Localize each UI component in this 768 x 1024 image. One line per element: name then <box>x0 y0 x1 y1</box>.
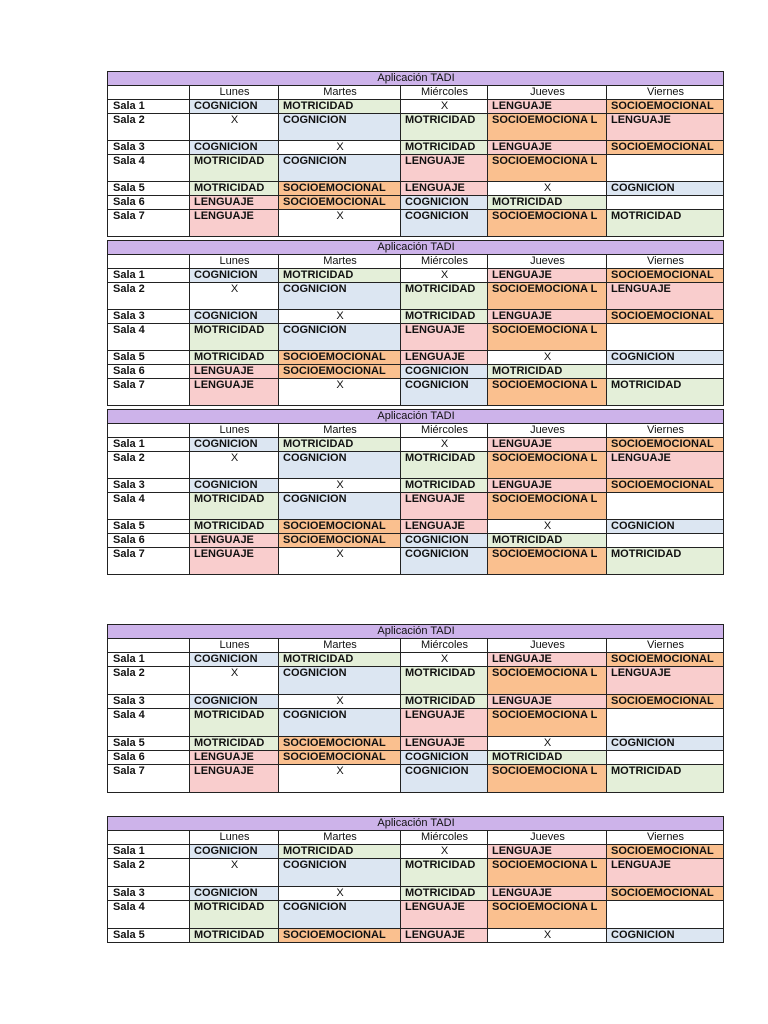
schedule-cell: MOTRICIDAD <box>190 901 279 929</box>
schedule-cell: COGNICION <box>401 210 488 237</box>
schedule-cell: MOTRICIDAD <box>401 452 488 479</box>
day-header: Miércoles <box>401 424 488 438</box>
schedule-cell: COGNICION <box>607 182 724 196</box>
schedule-cell: COGNICION <box>190 438 279 452</box>
schedule-cell: SOCIOEMOCIONAL <box>607 269 724 283</box>
schedule-cell: X <box>190 452 279 479</box>
schedule-cell <box>607 901 724 929</box>
table-row <box>108 182 724 196</box>
schedule-cell: SOCIOEMOCIONAL <box>279 751 401 765</box>
schedule-cell: MOTRICIDAD <box>190 520 279 534</box>
schedule-cell: COGNICION <box>607 737 724 751</box>
table-title: Aplicación TADI <box>108 241 724 255</box>
schedule-cell: LENGUAJE <box>401 351 488 365</box>
schedule-cell: SOCIOEMOCIONA L <box>488 155 607 182</box>
schedule-cell: SOCIOEMOCIONAL <box>607 310 724 324</box>
sala-label: Sala 6 <box>108 534 190 548</box>
schedule-cell: COGNICION <box>607 520 724 534</box>
table-title: Aplicación TADI <box>108 817 724 831</box>
schedule-cell: SOCIOEMOCIONA L <box>488 709 607 737</box>
schedule-table <box>107 240 724 406</box>
schedule-cell: LENGUAJE <box>488 438 607 452</box>
day-header: Martes <box>279 424 401 438</box>
schedule-cell: SOCIOEMOCIONAL <box>279 737 401 751</box>
sala-label: Sala 3 <box>108 887 190 901</box>
schedule-cell: SOCIOEMOCIONA L <box>488 283 607 310</box>
schedule-cell: SOCIOEMOCIONAL <box>279 534 401 548</box>
sala-label: Sala 3 <box>108 695 190 709</box>
table-row <box>108 196 724 210</box>
table-row <box>108 114 724 141</box>
schedule-cell: LENGUAJE <box>190 765 279 793</box>
schedule-cell: MOTRICIDAD <box>607 379 724 406</box>
schedule-cell: MOTRICIDAD <box>401 283 488 310</box>
schedule-cell: SOCIOEMOCIONAL <box>279 196 401 210</box>
day-header: Viernes <box>607 424 724 438</box>
schedule-cell: X <box>190 283 279 310</box>
schedule-cell: MOTRICIDAD <box>279 438 401 452</box>
schedule-cell: LENGUAJE <box>488 269 607 283</box>
schedule-cell: MOTRICIDAD <box>190 155 279 182</box>
corner-cell <box>108 86 190 100</box>
schedule-cell: X <box>488 520 607 534</box>
schedule-table <box>107 624 724 793</box>
corner-cell <box>108 831 190 845</box>
schedule-table <box>107 71 724 237</box>
schedule-cell: MOTRICIDAD <box>190 324 279 351</box>
day-header: Jueves <box>488 424 607 438</box>
schedule-cell: SOCIOEMOCIONAL <box>607 887 724 901</box>
table-row <box>108 737 724 751</box>
sala-label: Sala 6 <box>108 196 190 210</box>
schedule-cell: X <box>279 765 401 793</box>
sala-label: Sala 6 <box>108 365 190 379</box>
schedule-cell <box>607 709 724 737</box>
schedule-cell: SOCIOEMOCIONA L <box>488 667 607 695</box>
schedule-cell: LENGUAJE <box>190 210 279 237</box>
table-row <box>108 751 724 765</box>
schedule-cell: LENGUAJE <box>607 452 724 479</box>
schedule-cell <box>607 324 724 351</box>
schedule-cell: MOTRICIDAD <box>488 534 607 548</box>
schedule-cell: X <box>279 887 401 901</box>
sala-label: Sala 4 <box>108 155 190 182</box>
sala-label: Sala 2 <box>108 283 190 310</box>
sala-label: Sala 7 <box>108 210 190 237</box>
schedule-cell: X <box>401 653 488 667</box>
schedule-cell: X <box>190 859 279 887</box>
schedule-cell: COGNICION <box>607 929 724 943</box>
schedule-cell: LENGUAJE <box>190 365 279 379</box>
schedule-cell: MOTRICIDAD <box>401 310 488 324</box>
table-row <box>108 520 724 534</box>
table-row <box>108 667 724 695</box>
schedule-cell: COGNICION <box>190 695 279 709</box>
day-header: Jueves <box>488 639 607 653</box>
table-row <box>108 695 724 709</box>
schedule-cell: LENGUAJE <box>488 310 607 324</box>
schedule-cell: LENGUAJE <box>488 653 607 667</box>
schedule-cell: LENGUAJE <box>488 845 607 859</box>
schedule-cell: X <box>279 379 401 406</box>
table-row <box>108 765 724 793</box>
table-row <box>108 351 724 365</box>
day-header: Viernes <box>607 831 724 845</box>
sala-label: Sala 2 <box>108 452 190 479</box>
schedule-cell: MOTRICIDAD <box>401 859 488 887</box>
schedule-cell: SOCIOEMOCIONA L <box>488 901 607 929</box>
schedule-cell: SOCIOEMOCIONAL <box>607 438 724 452</box>
schedule-cell: X <box>488 182 607 196</box>
sala-label: Sala 5 <box>108 520 190 534</box>
day-header: Miércoles <box>401 255 488 269</box>
schedule-cell: SOCIOEMOCIONAL <box>607 695 724 709</box>
table-row <box>108 269 724 283</box>
schedule-cell: MOTRICIDAD <box>401 141 488 155</box>
sala-label: Sala 7 <box>108 548 190 575</box>
schedule-cell: SOCIOEMOCIONA L <box>488 210 607 237</box>
schedule-cell <box>607 534 724 548</box>
day-header: Jueves <box>488 831 607 845</box>
schedule-cell: COGNICION <box>279 709 401 737</box>
sala-label: Sala 3 <box>108 141 190 155</box>
schedule-cell: MOTRICIDAD <box>190 351 279 365</box>
sala-label: Sala 4 <box>108 324 190 351</box>
sala-label: Sala 7 <box>108 379 190 406</box>
schedule-cell: COGNICION <box>279 901 401 929</box>
schedule-cell: MOTRICIDAD <box>190 493 279 520</box>
schedule-cell: LENGUAJE <box>607 667 724 695</box>
table-row <box>108 653 724 667</box>
schedule-cell: LENGUAJE <box>190 751 279 765</box>
schedule-cell: COGNICION <box>279 493 401 520</box>
schedule-cell: COGNICION <box>401 751 488 765</box>
schedule-cell: SOCIOEMOCIONA L <box>488 859 607 887</box>
schedule-cell: MOTRICIDAD <box>190 929 279 943</box>
day-header: Miércoles <box>401 639 488 653</box>
day-header: Martes <box>279 831 401 845</box>
table-row <box>108 859 724 887</box>
schedule-cell: MOTRICIDAD <box>607 548 724 575</box>
schedule-cell: SOCIOEMOCIONAL <box>279 365 401 379</box>
schedule-table <box>107 816 724 943</box>
schedule-cell: LENGUAJE <box>607 859 724 887</box>
table-row <box>108 438 724 452</box>
table-row <box>108 310 724 324</box>
sala-label: Sala 1 <box>108 845 190 859</box>
schedule-cell: COGNICION <box>401 196 488 210</box>
schedule-cell: COGNICION <box>279 155 401 182</box>
sala-label: Sala 1 <box>108 653 190 667</box>
schedule-cell: COGNICION <box>401 534 488 548</box>
schedule-cell: X <box>279 141 401 155</box>
schedule-cell: MOTRICIDAD <box>401 667 488 695</box>
schedule-cell: MOTRICIDAD <box>279 100 401 114</box>
schedule-cell: SOCIOEMOCIONA L <box>488 452 607 479</box>
day-header: Jueves <box>488 255 607 269</box>
schedule-cell: X <box>488 737 607 751</box>
schedule-cell: SOCIOEMOCIONA L <box>488 379 607 406</box>
schedule-cell: X <box>279 695 401 709</box>
table-row <box>108 365 724 379</box>
schedule-cell: SOCIOEMOCIONAL <box>279 929 401 943</box>
schedule-cell: X <box>279 310 401 324</box>
schedule-cell: X <box>488 351 607 365</box>
schedule-cell: MOTRICIDAD <box>190 737 279 751</box>
schedule-cell: COGNICION <box>401 548 488 575</box>
schedule-cell: MOTRICIDAD <box>190 182 279 196</box>
schedule-cell: SOCIOEMOCIONAL <box>607 653 724 667</box>
schedule-cell: X <box>401 100 488 114</box>
schedule-cell: COGNICION <box>190 887 279 901</box>
sala-label: Sala 2 <box>108 859 190 887</box>
table-row <box>108 479 724 493</box>
day-header: Jueves <box>488 86 607 100</box>
schedule-cell: LENGUAJE <box>401 709 488 737</box>
schedule-cell: MOTRICIDAD <box>401 695 488 709</box>
schedule-cell: MOTRICIDAD <box>401 114 488 141</box>
sala-label: Sala 1 <box>108 438 190 452</box>
table-row <box>108 324 724 351</box>
day-header: Miércoles <box>401 86 488 100</box>
schedule-cell: SOCIOEMOCIONAL <box>279 182 401 196</box>
schedule-cell: X <box>190 114 279 141</box>
sala-label: Sala 2 <box>108 114 190 141</box>
schedule-cell: X <box>279 479 401 493</box>
sala-label: Sala 3 <box>108 310 190 324</box>
schedule-cell: LENGUAJE <box>190 548 279 575</box>
table-row <box>108 100 724 114</box>
table-row <box>108 929 724 943</box>
schedule-cell: SOCIOEMOCIONA L <box>488 765 607 793</box>
schedule-cell: MOTRICIDAD <box>401 479 488 493</box>
schedule-cell <box>607 365 724 379</box>
day-header: Viernes <box>607 639 724 653</box>
schedule-cell: X <box>401 269 488 283</box>
sala-label: Sala 1 <box>108 100 190 114</box>
schedule-cell: COGNICION <box>190 310 279 324</box>
schedule-cell: LENGUAJE <box>488 695 607 709</box>
schedule-cell: SOCIOEMOCIONA L <box>488 324 607 351</box>
day-header: Viernes <box>607 255 724 269</box>
schedule-cell: COGNICION <box>607 351 724 365</box>
schedule-cell: COGNICION <box>190 100 279 114</box>
schedule-cell: SOCIOEMOCIONAL <box>607 141 724 155</box>
schedule-cell: MOTRICIDAD <box>607 765 724 793</box>
schedule-cell: MOTRICIDAD <box>401 887 488 901</box>
table-row <box>108 452 724 479</box>
table-row <box>108 887 724 901</box>
day-header: Viernes <box>607 86 724 100</box>
schedule-cell: LENGUAJE <box>190 379 279 406</box>
table-title: Aplicación TADI <box>108 410 724 424</box>
day-header: Lunes <box>190 831 279 845</box>
schedule-cell: COGNICION <box>279 283 401 310</box>
table-row <box>108 283 724 310</box>
schedule-cell: COGNICION <box>279 667 401 695</box>
schedule-cell: LENGUAJE <box>401 493 488 520</box>
day-header: Lunes <box>190 639 279 653</box>
schedule-cell: LENGUAJE <box>607 283 724 310</box>
schedule-cell: LENGUAJE <box>401 929 488 943</box>
sala-label: Sala 5 <box>108 737 190 751</box>
sala-label: Sala 5 <box>108 182 190 196</box>
day-header: Martes <box>279 639 401 653</box>
sala-label: Sala 7 <box>108 765 190 793</box>
schedule-cell: COGNICION <box>279 859 401 887</box>
sala-label: Sala 4 <box>108 709 190 737</box>
table-row <box>108 141 724 155</box>
schedule-cell: LENGUAJE <box>401 155 488 182</box>
schedule-cell <box>607 155 724 182</box>
schedule-cell: COGNICION <box>190 141 279 155</box>
schedule-cell: SOCIOEMOCIONAL <box>279 351 401 365</box>
schedule-cell: MOTRICIDAD <box>488 196 607 210</box>
corner-cell <box>108 639 190 653</box>
table-row <box>108 548 724 575</box>
sala-label: Sala 3 <box>108 479 190 493</box>
sala-label: Sala 2 <box>108 667 190 695</box>
schedule-cell: LENGUAJE <box>401 737 488 751</box>
schedule-cell: X <box>279 548 401 575</box>
sala-label: Sala 4 <box>108 493 190 520</box>
schedule-cell <box>607 493 724 520</box>
schedule-cell: LENGUAJE <box>607 114 724 141</box>
schedule-cell: SOCIOEMOCIONA L <box>488 548 607 575</box>
schedule-cell: SOCIOEMOCIONAL <box>279 520 401 534</box>
schedule-cell: SOCIOEMOCIONA L <box>488 493 607 520</box>
table-row <box>108 901 724 929</box>
schedule-cell: X <box>401 438 488 452</box>
schedule-cell: SOCIOEMOCIONAL <box>607 100 724 114</box>
schedule-cell: LENGUAJE <box>190 196 279 210</box>
table-row <box>108 493 724 520</box>
day-header: Lunes <box>190 86 279 100</box>
schedule-cell: MOTRICIDAD <box>279 845 401 859</box>
sala-label: Sala 6 <box>108 751 190 765</box>
table-row <box>108 210 724 237</box>
schedule-cell: X <box>401 845 488 859</box>
schedule-cell: COGNICION <box>401 765 488 793</box>
table-title: Aplicación TADI <box>108 625 724 639</box>
schedule-cell: MOTRICIDAD <box>279 653 401 667</box>
schedule-cell: MOTRICIDAD <box>190 709 279 737</box>
table-row <box>108 709 724 737</box>
schedule-cell: X <box>279 210 401 237</box>
table-row <box>108 155 724 182</box>
table-title: Aplicación TADI <box>108 72 724 86</box>
corner-cell <box>108 255 190 269</box>
schedule-cell: MOTRICIDAD <box>607 210 724 237</box>
schedule-cell: COGNICION <box>279 452 401 479</box>
schedule-cell: LENGUAJE <box>488 100 607 114</box>
day-header: Lunes <box>190 255 279 269</box>
day-header: Martes <box>279 86 401 100</box>
schedule-cell: COGNICION <box>190 653 279 667</box>
schedule-cell: COGNICION <box>190 845 279 859</box>
schedule-cell: SOCIOEMOCIONAL <box>607 479 724 493</box>
schedule-cell: MOTRICIDAD <box>279 269 401 283</box>
schedule-cell: COGNICION <box>401 365 488 379</box>
sala-label: Sala 5 <box>108 929 190 943</box>
day-header: Martes <box>279 255 401 269</box>
day-header: Miércoles <box>401 831 488 845</box>
table-row <box>108 379 724 406</box>
table-row <box>108 534 724 548</box>
schedule-cell: LENGUAJE <box>401 901 488 929</box>
schedule-cell: LENGUAJE <box>401 520 488 534</box>
schedule-cell: LENGUAJE <box>488 887 607 901</box>
sala-label: Sala 5 <box>108 351 190 365</box>
schedule-cell <box>607 196 724 210</box>
table-row <box>108 845 724 859</box>
schedule-cell: X <box>190 667 279 695</box>
schedule-cell: COGNICION <box>279 324 401 351</box>
sala-label: Sala 4 <box>108 901 190 929</box>
schedule-cell: LENGUAJE <box>401 182 488 196</box>
schedule-cell: LENGUAJE <box>488 141 607 155</box>
schedule-cell: COGNICION <box>401 379 488 406</box>
day-header: Lunes <box>190 424 279 438</box>
sala-label: Sala 1 <box>108 269 190 283</box>
schedule-cell: SOCIOEMOCIONAL <box>607 845 724 859</box>
schedule-cell: MOTRICIDAD <box>488 751 607 765</box>
schedule-cell: COGNICION <box>190 479 279 493</box>
schedule-cell: LENGUAJE <box>488 479 607 493</box>
corner-cell <box>108 424 190 438</box>
schedule-cell: LENGUAJE <box>401 324 488 351</box>
schedule-cell: MOTRICIDAD <box>488 365 607 379</box>
schedule-cell: LENGUAJE <box>190 534 279 548</box>
schedule-cell: X <box>488 929 607 943</box>
schedule-cell <box>607 751 724 765</box>
schedule-table <box>107 409 724 575</box>
schedule-cell: COGNICION <box>190 269 279 283</box>
schedule-cell: COGNICION <box>279 114 401 141</box>
schedule-cell: SOCIOEMOCIONA L <box>488 114 607 141</box>
